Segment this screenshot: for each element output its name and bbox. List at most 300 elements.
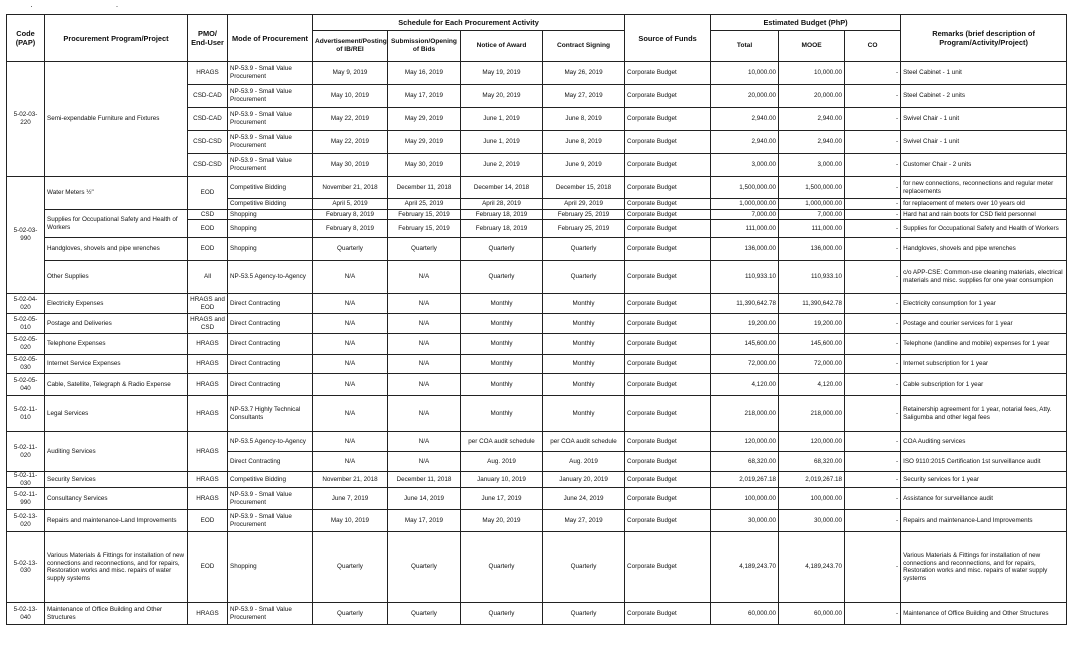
source-of-funds-cell: Corporate Budget (625, 177, 711, 199)
pmo-cell: HRAGS (188, 334, 228, 355)
mode-cell: NP-53.9 - Small Value Procurement (228, 62, 313, 85)
source-of-funds-cell: Corporate Budget (625, 220, 711, 238)
table-row (7, 374, 1067, 396)
pmo-cell: CSD-CSD (188, 131, 228, 154)
submission-date-cell: May 17, 2019 (388, 510, 461, 532)
co-budget-cell: - (845, 488, 901, 510)
advertisement-date-cell: N/A (313, 294, 388, 314)
pap-code-cell: 5-02-03-220 (7, 62, 45, 177)
contract-signing-cell: Quarterly (543, 532, 625, 603)
source-of-funds-cell: Corporate Budget (625, 532, 711, 603)
co-budget-cell: - (845, 177, 901, 199)
co-budget-cell: - (845, 314, 901, 334)
program-cell: Postage and Deliveries (45, 314, 188, 334)
program-cell: Water Meters ½" (45, 177, 188, 210)
pap-code-cell: 5-02-11-990 (7, 488, 45, 510)
submission-date-cell: May 29, 2019 (388, 108, 461, 131)
table-row (7, 314, 1067, 334)
notice-of-award-cell: Quarterly (461, 261, 543, 294)
pmo-cell: EOD (188, 177, 228, 210)
table-row (7, 177, 1067, 199)
total-budget-cell: 60,000.00 (711, 603, 779, 625)
mooe-budget-cell: 110,933.10 (779, 261, 845, 294)
submission-date-cell: Quarterly (388, 603, 461, 625)
submission-date-cell: May 30, 2019 (388, 154, 461, 177)
program-cell: Handgloves, shovels and pipe wrenches (45, 238, 188, 261)
mode-cell: NP-53.9 - Small Value Procurement (228, 131, 313, 154)
advertisement-date-cell: May 10, 2019 (313, 510, 388, 532)
advertisement-date-cell: Quarterly (313, 603, 388, 625)
pmo-cell: HRAGS (188, 472, 228, 488)
advertisement-date-cell: Quarterly (313, 532, 388, 603)
co-budget-cell: - (845, 85, 901, 108)
program-cell: Repairs and maintenance-Land Improvements (45, 510, 188, 532)
contract-signing-cell: May 27, 2019 (543, 510, 625, 532)
notice-of-award-cell: June 2, 2019 (461, 154, 543, 177)
co-budget-cell: - (845, 452, 901, 472)
co-budget-cell: - (845, 603, 901, 625)
advertisement-date-cell: May 22, 2019 (313, 131, 388, 154)
pap-code-cell: 5-02-13-030 (7, 532, 45, 603)
mooe-budget-cell: 2,940.00 (779, 108, 845, 131)
advertisement-date-cell: May 9, 2019 (313, 62, 388, 85)
remarks-cell: Security services for 1 year (901, 472, 1067, 488)
remarks-cell: COA Auditing services (901, 432, 1067, 452)
total-budget-cell: 218,000.00 (711, 396, 779, 432)
table-row (7, 261, 1067, 294)
submission-date-cell: May 17, 2019 (388, 85, 461, 108)
pmo-cell: HRAGS (188, 62, 228, 85)
pmo-cell: HRAGS (188, 603, 228, 625)
mooe-budget-cell: 19,200.00 (779, 314, 845, 334)
co-budget-cell: - (845, 62, 901, 85)
notice-of-award-cell: May 20, 2019 (461, 510, 543, 532)
mode-cell: NP-53.5 Agency-to-Agency (228, 432, 313, 452)
mooe-budget-cell: 68,320.00 (779, 452, 845, 472)
source-of-funds-cell: Corporate Budget (625, 334, 711, 355)
program-cell: Telephone Expenses (45, 334, 188, 355)
table-row (7, 532, 1067, 603)
source-of-funds-cell: Corporate Budget (625, 131, 711, 154)
program-cell: Other Supplies (45, 261, 188, 294)
source-of-funds-cell: Corporate Budget (625, 108, 711, 131)
pap-code-cell: 5-02-05-030 (7, 355, 45, 374)
source-of-funds-cell: Corporate Budget (625, 472, 711, 488)
table-row (7, 294, 1067, 314)
submission-date-cell: N/A (388, 396, 461, 432)
remarks-cell: Cable subscription for 1 year (901, 374, 1067, 396)
submission-date-cell: December 11, 2018 (388, 472, 461, 488)
co-budget-cell: - (845, 131, 901, 154)
submission-date-cell: April 25, 2019 (388, 199, 461, 210)
header-remarks: Remarks (brief description of Program/Activity/Project) (901, 15, 1067, 62)
notice-of-award-cell: Quarterly (461, 603, 543, 625)
notice-of-award-cell: December 14, 2018 (461, 177, 543, 199)
mooe-budget-cell: 10,000.00 (779, 62, 845, 85)
contract-signing-cell: May 27, 2019 (543, 85, 625, 108)
total-budget-cell: 2,940.00 (711, 131, 779, 154)
contract-signing-cell: June 9, 2019 (543, 154, 625, 177)
contract-signing-cell: April 29, 2019 (543, 199, 625, 210)
pmo-cell: EOD (188, 220, 228, 238)
table-row (7, 238, 1067, 261)
co-budget-cell: - (845, 261, 901, 294)
notice-of-award-cell: Monthly (461, 355, 543, 374)
mode-cell: Competitive Bidding (228, 177, 313, 199)
program-cell: Security Services (45, 472, 188, 488)
source-of-funds-cell: Corporate Budget (625, 510, 711, 532)
co-budget-cell: - (845, 472, 901, 488)
pmo-cell: CSD-CAD (188, 108, 228, 131)
submission-date-cell: N/A (388, 452, 461, 472)
pap-code-cell: 5-02-03-990 (7, 177, 45, 294)
pap-code-cell: 5-02-11-030 (7, 472, 45, 488)
source-of-funds-cell: Corporate Budget (625, 374, 711, 396)
co-budget-cell: - (845, 510, 901, 532)
source-of-funds-cell: Corporate Budget (625, 85, 711, 108)
pmo-cell: HRAGS and EOD (188, 294, 228, 314)
total-budget-cell: 11,390,642.78 (711, 294, 779, 314)
contract-signing-cell: Quarterly (543, 261, 625, 294)
advertisement-date-cell: N/A (313, 452, 388, 472)
advertisement-date-cell: June 7, 2019 (313, 488, 388, 510)
pmo-cell: CSD (188, 210, 228, 220)
mooe-budget-cell: 120,000.00 (779, 432, 845, 452)
submission-date-cell: N/A (388, 334, 461, 355)
mooe-budget-cell: 60,000.00 (779, 603, 845, 625)
mooe-budget-cell: 2,940.00 (779, 131, 845, 154)
table-row (7, 603, 1067, 625)
remarks-cell: Swivel Chair - 1 unit (901, 131, 1067, 154)
table-row (7, 210, 1067, 220)
pmo-cell: CSD-CSD (188, 154, 228, 177)
submission-date-cell: May 29, 2019 (388, 131, 461, 154)
procurement-table (6, 14, 1067, 625)
remarks-cell: Maintenance of Office Building and Other Structures (901, 603, 1067, 625)
total-budget-cell: 68,320.00 (711, 452, 779, 472)
source-of-funds-cell: Corporate Budget (625, 154, 711, 177)
program-cell: Various Materials & Fittings for installation of new connections and reconnections, and for repairs, Restoration works and misc. repairs of water supply systems (45, 532, 188, 603)
header-notice: Notice of Award (461, 31, 543, 62)
program-cell: Auditing Services (45, 432, 188, 472)
pmo-cell: EOD (188, 238, 228, 261)
notice-of-award-cell: May 19, 2019 (461, 62, 543, 85)
pmo-cell: HRAGS (188, 488, 228, 510)
mode-cell: Shopping (228, 220, 313, 238)
total-budget-cell: 120,000.00 (711, 432, 779, 452)
advertisement-date-cell: N/A (313, 374, 388, 396)
total-budget-cell: 3,000.00 (711, 154, 779, 177)
remarks-cell: Swivel Chair - 1 unit (901, 108, 1067, 131)
pap-code-cell: 5-02-04-020 (7, 294, 45, 314)
total-budget-cell: 100,000.00 (711, 488, 779, 510)
submission-date-cell: June 14, 2019 (388, 488, 461, 510)
header-mooe: MOOE (779, 31, 845, 62)
mooe-budget-cell: 218,000.00 (779, 396, 845, 432)
notice-of-award-cell: June 1, 2019 (461, 108, 543, 131)
source-of-funds-cell: Corporate Budget (625, 603, 711, 625)
header-code: Code (PAP) (7, 15, 45, 62)
pmo-cell: HRAGS and CSD (188, 314, 228, 334)
co-budget-cell: - (845, 432, 901, 452)
total-budget-cell: 30,000.00 (711, 510, 779, 532)
source-of-funds-cell: Corporate Budget (625, 62, 711, 85)
pmo-cell: HRAGS (188, 396, 228, 432)
submission-date-cell: Quarterly (388, 532, 461, 603)
co-budget-cell: - (845, 396, 901, 432)
co-budget-cell: - (845, 294, 901, 314)
notice-of-award-cell: Monthly (461, 294, 543, 314)
table-row (7, 334, 1067, 355)
mooe-budget-cell: 136,000.00 (779, 238, 845, 261)
remarks-cell: for new connections, reconnections and regular meter replacements (901, 177, 1067, 199)
mode-cell: NP-53.9 - Small Value Procurement (228, 108, 313, 131)
source-of-funds-cell: Corporate Budget (625, 210, 711, 220)
mode-cell: NP-53.7 Highly Technical Consultants (228, 396, 313, 432)
total-budget-cell: 10,000.00 (711, 62, 779, 85)
mooe-budget-cell: 7,000.00 (779, 210, 845, 220)
notice-of-award-cell: Aug. 2019 (461, 452, 543, 472)
source-of-funds-cell: Corporate Budget (625, 261, 711, 294)
co-budget-cell: - (845, 374, 901, 396)
mode-cell: Direct Contracting (228, 355, 313, 374)
contract-signing-cell: December 15, 2018 (543, 177, 625, 199)
remarks-cell: Supplies for Occupational Safety and Health of Workers (901, 220, 1067, 238)
total-budget-cell: 20,000.00 (711, 85, 779, 108)
co-budget-cell: - (845, 154, 901, 177)
submission-date-cell: N/A (388, 294, 461, 314)
total-budget-cell: 4,120.00 (711, 374, 779, 396)
advertisement-date-cell: N/A (313, 314, 388, 334)
program-cell: Consultancy Services (45, 488, 188, 510)
table-row (7, 62, 1067, 85)
remarks-cell: Assistance for surveillance audit (901, 488, 1067, 510)
mooe-budget-cell: 1,000,000.00 (779, 199, 845, 210)
submission-date-cell: Quarterly (388, 238, 461, 261)
advertisement-date-cell: N/A (313, 396, 388, 432)
header-submission: Submission/Opening of Bids (388, 31, 461, 62)
program-cell: Legal Services (45, 396, 188, 432)
program-cell: Internet Service Expenses (45, 355, 188, 374)
source-of-funds-cell: Corporate Budget (625, 488, 711, 510)
mode-cell: Shopping (228, 238, 313, 261)
notice-of-award-cell: February 18, 2019 (461, 210, 543, 220)
pmo-cell: All (188, 261, 228, 294)
contract-signing-cell: Quarterly (543, 238, 625, 261)
mooe-budget-cell: 2,019,267.18 (779, 472, 845, 488)
source-of-funds-cell: Corporate Budget (625, 238, 711, 261)
mooe-budget-cell: 11,390,642.78 (779, 294, 845, 314)
co-budget-cell: - (845, 199, 901, 210)
remarks-cell: Various Materials & Fittings for installation of new connections and reconnections, and for repairs, Restoration works and misc. repairs of water supply systems (901, 532, 1067, 603)
total-budget-cell: 4,189,243.70 (711, 532, 779, 603)
program-cell: Electricity Expenses (45, 294, 188, 314)
co-budget-cell: - (845, 210, 901, 220)
total-budget-cell: 1,000,000.00 (711, 199, 779, 210)
mode-cell: NP-53.9 - Small Value Procurement (228, 85, 313, 108)
co-budget-cell: - (845, 334, 901, 355)
contract-signing-cell: June 8, 2019 (543, 108, 625, 131)
submission-date-cell: N/A (388, 432, 461, 452)
table-row (7, 488, 1067, 510)
notice-of-award-cell: Quarterly (461, 532, 543, 603)
mooe-budget-cell: 30,000.00 (779, 510, 845, 532)
remarks-cell: Steel Cabinet - 2 units (901, 85, 1067, 108)
remarks-cell: Hard hat and rain boots for CSD field personnel (901, 210, 1067, 220)
co-budget-cell: - (845, 108, 901, 131)
advertisement-date-cell: May 22, 2019 (313, 108, 388, 131)
mode-cell: NP-53.5 Agency-to-Agency (228, 261, 313, 294)
mode-cell: Competitive Bidding (228, 199, 313, 210)
mode-cell: Shopping (228, 532, 313, 603)
header-pmo: PMO/ End-User (188, 15, 228, 62)
header-program: Procurement Program/Project (45, 15, 188, 62)
notice-of-award-cell: January 10, 2019 (461, 472, 543, 488)
mooe-budget-cell: 3,000.00 (779, 154, 845, 177)
mooe-budget-cell: 111,000.00 (779, 220, 845, 238)
mode-cell: Shopping (228, 210, 313, 220)
pap-code-cell: 5-02-11-020 (7, 432, 45, 472)
contract-signing-cell: Monthly (543, 314, 625, 334)
remarks-cell: for replacement of meters over 10 years old (901, 199, 1067, 210)
remarks-cell: Retainership agreement for 1 year, notarial fees, Atty. Saligumba and other legal fees (901, 396, 1067, 432)
pmo-cell: EOD (188, 510, 228, 532)
header-budget-group: Estimated Budget (PhP) (711, 15, 901, 31)
pmo-cell: HRAGS (188, 432, 228, 472)
co-budget-cell: - (845, 532, 901, 603)
mode-cell: Competitive Bidding (228, 472, 313, 488)
mode-cell: Direct Contracting (228, 294, 313, 314)
table-row (7, 355, 1067, 374)
contract-signing-cell: January 20, 2019 (543, 472, 625, 488)
program-cell: Semi-expendable Furniture and Fixtures (45, 62, 188, 177)
submission-date-cell: May 16, 2019 (388, 62, 461, 85)
notice-of-award-cell: Monthly (461, 396, 543, 432)
remarks-cell: ISO 9110:2015 Certification 1st surveillance audit (901, 452, 1067, 472)
remarks-cell: Repairs and maintenance-Land Improvements (901, 510, 1067, 532)
table-row (7, 396, 1067, 432)
notice-of-award-cell: April 28, 2019 (461, 199, 543, 210)
pmo-cell: HRAGS (188, 374, 228, 396)
total-budget-cell: 2,940.00 (711, 108, 779, 131)
table-row (7, 472, 1067, 488)
remarks-cell: Handgloves, shovels and pipe wrenches (901, 238, 1067, 261)
header-total: Total (711, 31, 779, 62)
contract-signing-cell: Monthly (543, 355, 625, 374)
contract-signing-cell: Monthly (543, 374, 625, 396)
total-budget-cell: 136,000.00 (711, 238, 779, 261)
co-budget-cell: - (845, 238, 901, 261)
source-of-funds-cell: Corporate Budget (625, 199, 711, 210)
contract-signing-cell: June 24, 2019 (543, 488, 625, 510)
submission-date-cell: February 15, 2019 (388, 220, 461, 238)
notice-of-award-cell: Monthly (461, 374, 543, 396)
submission-date-cell: December 11, 2018 (388, 177, 461, 199)
advertisement-date-cell: May 10, 2019 (313, 85, 388, 108)
contract-signing-cell: May 26, 2019 (543, 62, 625, 85)
mode-cell: NP-53.9 - Small Value Procurement (228, 603, 313, 625)
program-cell: Cable, Satellite, Telegraph & Radio Expense (45, 374, 188, 396)
pap-code-cell: 5-02-05-010 (7, 314, 45, 334)
source-of-funds-cell: Corporate Budget (625, 294, 711, 314)
advertisement-date-cell: February 8, 2019 (313, 210, 388, 220)
mode-cell: Direct Contracting (228, 314, 313, 334)
contract-signing-cell: Monthly (543, 334, 625, 355)
mode-cell: NP-53.9 - Small Value Procurement (228, 154, 313, 177)
total-budget-cell: 72,000.00 (711, 355, 779, 374)
mooe-budget-cell: 100,000.00 (779, 488, 845, 510)
total-budget-cell: 145,600.00 (711, 334, 779, 355)
advertisement-date-cell: N/A (313, 432, 388, 452)
co-budget-cell: - (845, 220, 901, 238)
total-budget-cell: 110,933.10 (711, 261, 779, 294)
total-budget-cell: 7,000.00 (711, 210, 779, 220)
header-co: CO (845, 31, 901, 62)
total-budget-cell: 2,019,267.18 (711, 472, 779, 488)
mooe-budget-cell: 1,500,000.00 (779, 177, 845, 199)
mooe-budget-cell: 4,189,243.70 (779, 532, 845, 603)
remarks-cell: Telephone (landline and mobile) expenses for 1 year (901, 334, 1067, 355)
contract-signing-cell: Monthly (543, 294, 625, 314)
total-budget-cell: 1,500,000.00 (711, 177, 779, 199)
header-source: Source of Funds (625, 15, 711, 62)
mooe-budget-cell: 145,600.00 (779, 334, 845, 355)
advertisement-date-cell: May 30, 2019 (313, 154, 388, 177)
pap-code-cell: 5-02-13-020 (7, 510, 45, 532)
contract-signing-cell: June 8, 2019 (543, 131, 625, 154)
contract-signing-cell: February 25, 2019 (543, 220, 625, 238)
remarks-cell: Postage and courier services for 1 year (901, 314, 1067, 334)
notice-of-award-cell: Monthly (461, 334, 543, 355)
remarks-cell: c/o APP-CSE: Common-use cleaning materials, electrical materials and misc. supplies for one year consumpion (901, 261, 1067, 294)
remarks-cell: Internet subscription for 1 year (901, 355, 1067, 374)
total-budget-cell: 111,000.00 (711, 220, 779, 238)
pmo-cell: EOD (188, 532, 228, 603)
header-advertisement: Advertisement/Posting of IB/REI (313, 31, 388, 62)
notice-of-award-cell: June 17, 2019 (461, 488, 543, 510)
pmo-cell: HRAGS (188, 355, 228, 374)
mode-cell: NP-53.9 - Small Value Procurement (228, 510, 313, 532)
mooe-budget-cell: 72,000.00 (779, 355, 845, 374)
pap-code-cell: 5-02-13-040 (7, 603, 45, 625)
submission-date-cell: N/A (388, 355, 461, 374)
source-of-funds-cell: Corporate Budget (625, 355, 711, 374)
mode-cell: Direct Contracting (228, 452, 313, 472)
scan-marks: · · (30, 1, 159, 11)
advertisement-date-cell: N/A (313, 261, 388, 294)
procurement-table-body (7, 62, 1067, 625)
contract-signing-cell: Quarterly (543, 603, 625, 625)
notice-of-award-cell: February 18, 2019 (461, 220, 543, 238)
notice-of-award-cell: per COA audit schedule (461, 432, 543, 452)
pap-code-cell: 5-02-05-020 (7, 334, 45, 355)
contract-signing-cell: February 25, 2019 (543, 210, 625, 220)
source-of-funds-cell: Corporate Budget (625, 396, 711, 432)
advertisement-date-cell: Quarterly (313, 238, 388, 261)
contract-signing-cell: per COA audit schedule (543, 432, 625, 452)
contract-signing-cell: Aug. 2019 (543, 452, 625, 472)
pap-code-cell: 5-02-05-040 (7, 374, 45, 396)
source-of-funds-cell: Corporate Budget (625, 452, 711, 472)
table-row (7, 510, 1067, 532)
submission-date-cell: N/A (388, 374, 461, 396)
notice-of-award-cell: June 1, 2019 (461, 131, 543, 154)
mode-cell: NP-53.9 - Small Value Procurement (228, 488, 313, 510)
submission-date-cell: N/A (388, 314, 461, 334)
notice-of-award-cell: Quarterly (461, 238, 543, 261)
advertisement-date-cell: April 5, 2019 (313, 199, 388, 210)
header-contract: Contract Signing (543, 31, 625, 62)
